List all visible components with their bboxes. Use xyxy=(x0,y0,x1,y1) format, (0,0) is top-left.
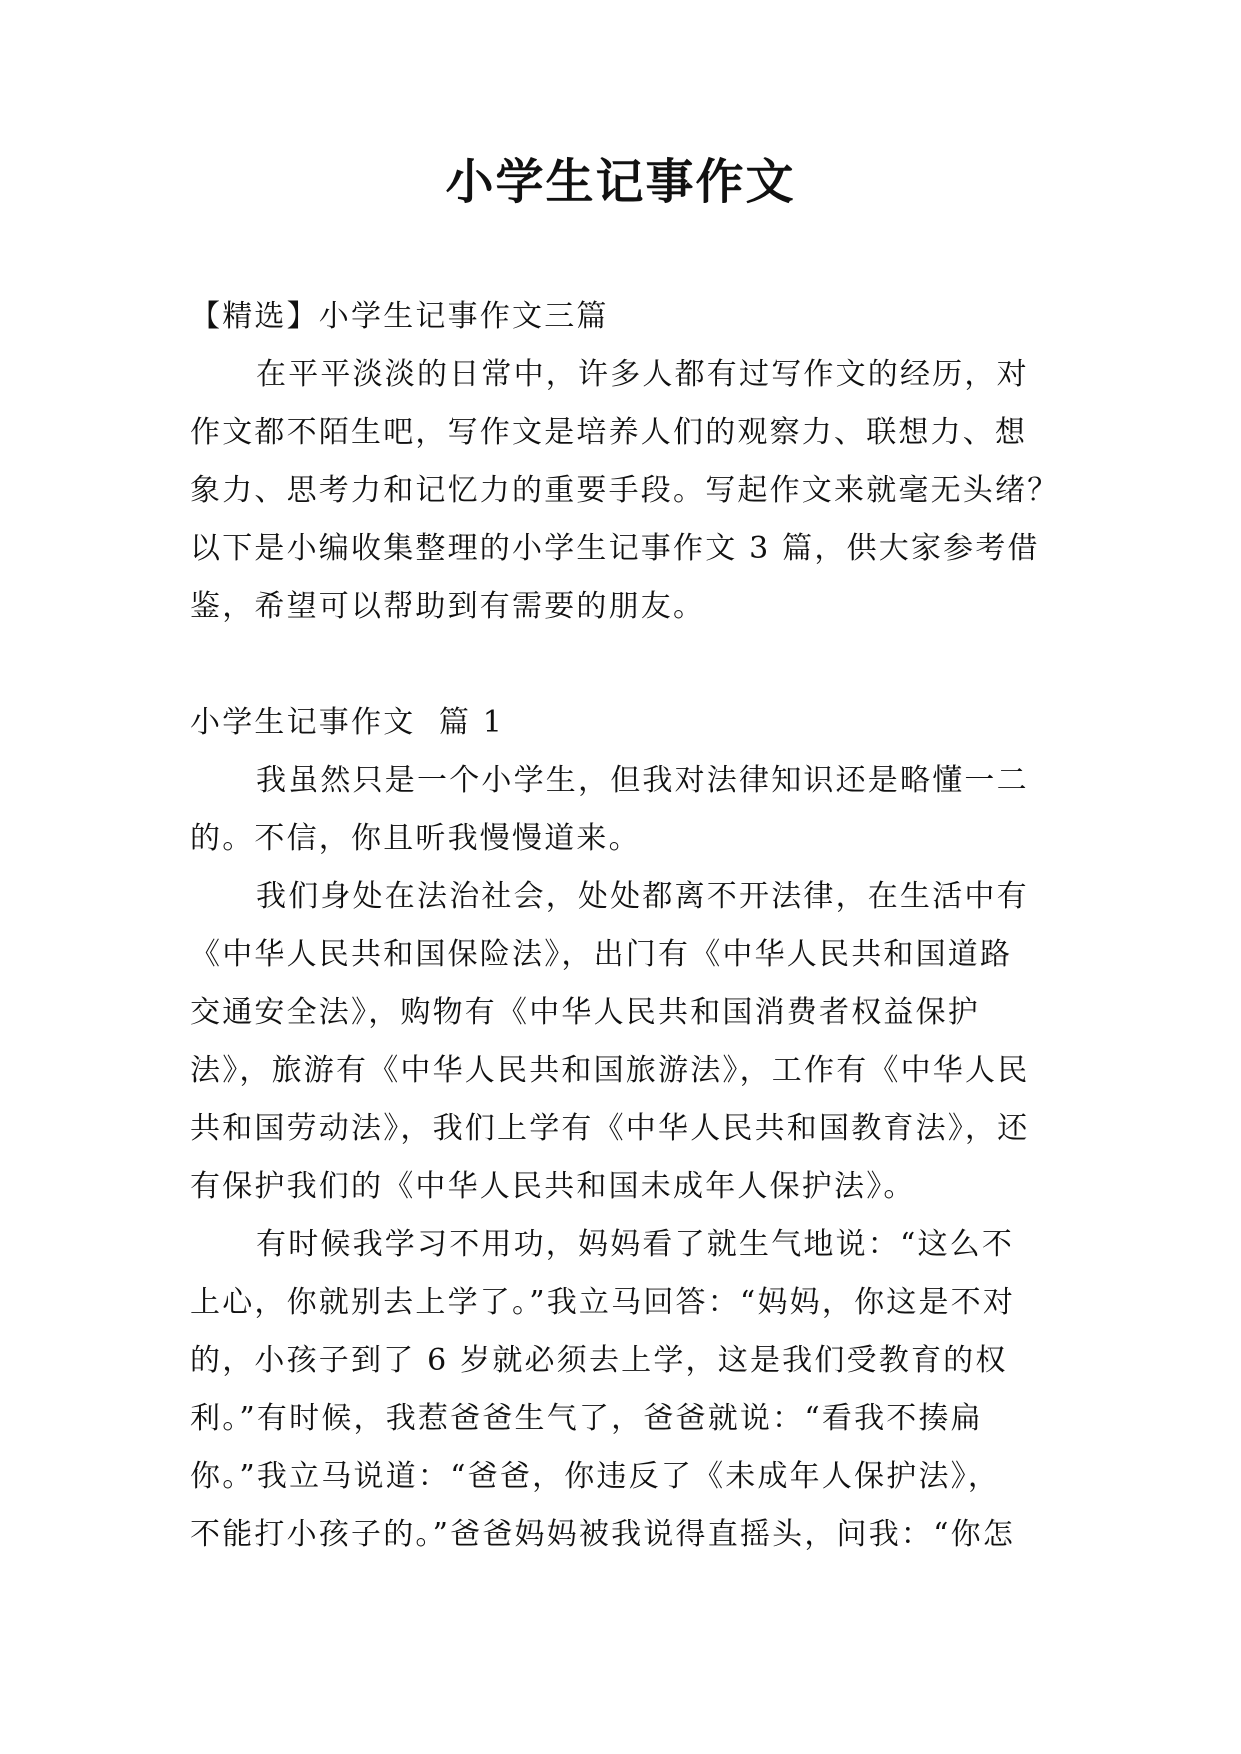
paragraph-line: 的，小孩子到了 6 岁就必须去上学，这是我们受教育的权 xyxy=(190,1343,1008,1378)
paragraph-line: 的。不信，你且听我慢慢道来。 xyxy=(190,821,641,856)
paragraph-line: 有保护我们的《中华人民共和国未成年人保护法》。 xyxy=(190,1169,916,1204)
paragraph-line: 《中华人民共和国保险法》，出门有《中华人民共和国道路 xyxy=(190,937,1013,972)
document-subtitle: 【精选】小学生记事作文三篇 xyxy=(190,299,609,334)
paragraph-line: 交通安全法》，购物有《中华人民共和国消费者权益保护 xyxy=(190,995,980,1030)
intro-line: 在平平淡淡的日常中，许多人都有过写作文的经历，对 xyxy=(256,357,1029,392)
paragraph-line: 上心，你就别去上学了。”我立马回答：“妈妈，你这是不对 xyxy=(190,1285,1016,1320)
paragraph-line: 法》，旅游有《中华人民共和国旅游法》，工作有《中华人民 xyxy=(190,1053,1030,1088)
intro-line: 象力、思考力和记忆力的重要手段。写起作文来就毫无头绪？ xyxy=(190,473,1060,508)
section-heading: 小学生记事作文 篇 1 xyxy=(190,705,505,740)
paragraph-1 xyxy=(190,752,1052,868)
document-body xyxy=(190,288,1060,1564)
paragraph-line: 利。”有时候，我惹爸爸生气了，爸爸就说：“看我不揍扁 xyxy=(190,1401,983,1436)
intro-line: 鉴，希望可以帮助到有需要的朋友。 xyxy=(190,589,706,624)
intro-paragraph xyxy=(190,346,1060,636)
paragraph-line: 共和国劳动法》，我们上学有《中华人民共和国教育法》，还 xyxy=(190,1111,1030,1146)
paragraph-2 xyxy=(190,868,1052,1216)
paragraph-line: 我虽然只是一个小学生，但我对法律知识还是略懂一二 xyxy=(256,763,1029,798)
intro-line: 以下是小编收集整理的小学生记事作文 3 篇，供大家参考借 xyxy=(190,531,1040,566)
paragraph-line: 有时候我学习不用功，妈妈看了就生气地说：“这么不 xyxy=(256,1227,1015,1262)
paragraph-spacer xyxy=(190,636,1052,694)
paragraph-line: 你。”我立马说道：“爸爸，你违反了《未成年人保护法》， xyxy=(190,1459,1001,1494)
paragraph-line: 不能打小孩子的。”爸爸妈妈被我说得直摇头，问我：“你怎 xyxy=(190,1517,1016,1552)
paragraph-3 xyxy=(190,1216,1052,1564)
intro-line: 作文都不陌生吧，写作文是培养人们的观察力、联想力、想 xyxy=(190,415,1028,450)
document-title: 小学生记事作文 xyxy=(445,154,796,210)
paragraph-line: 我们身处在法治社会，处处都离不开法律，在生活中有 xyxy=(256,879,1029,914)
